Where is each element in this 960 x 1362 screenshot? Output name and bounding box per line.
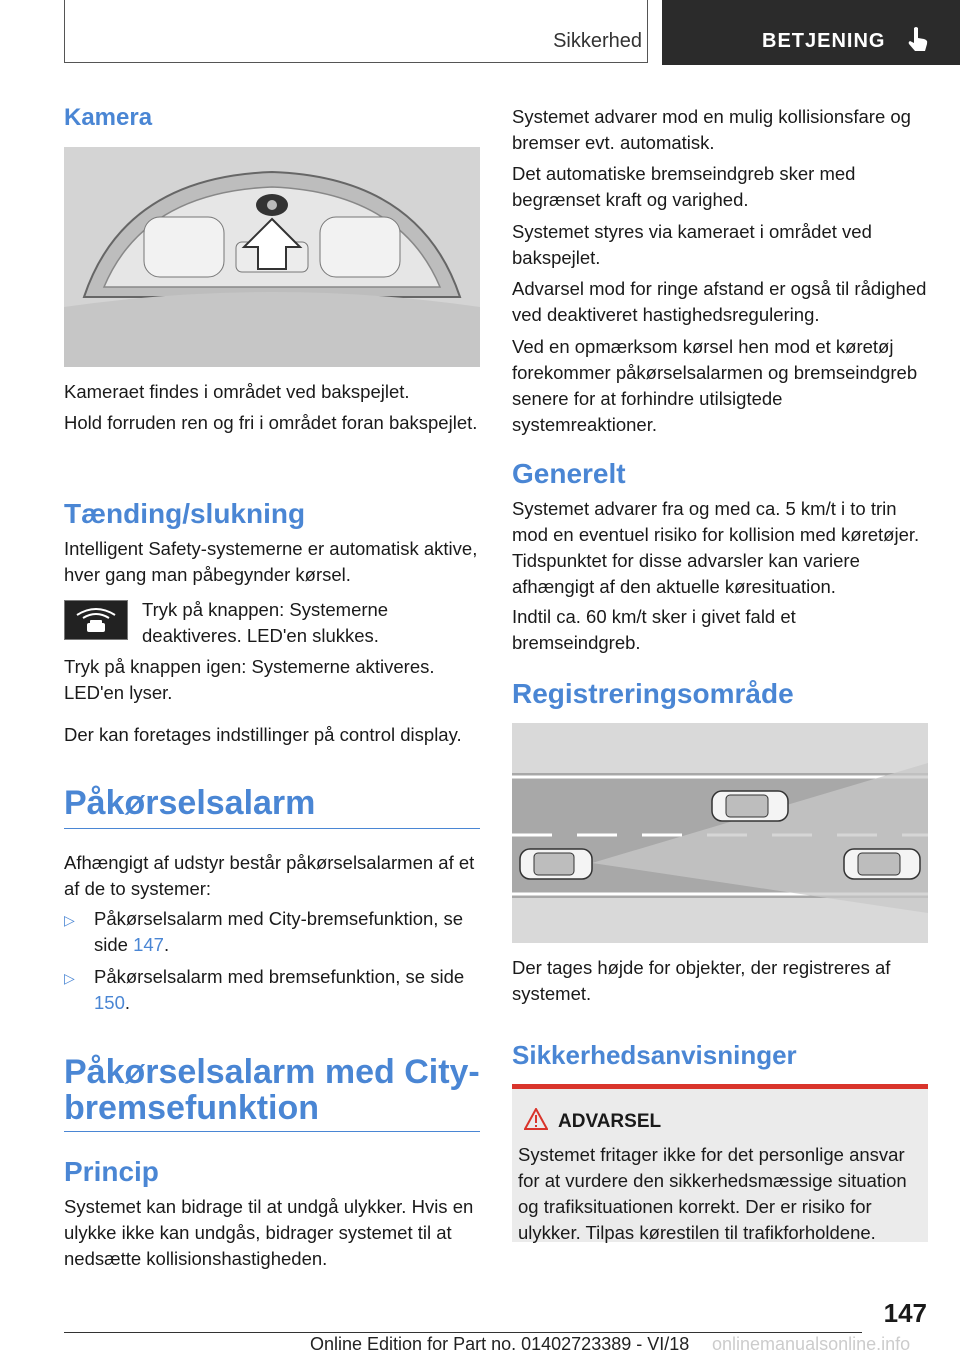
car-icon: [844, 849, 920, 879]
alarm-heading-rule: [64, 828, 480, 829]
bullet-triangle-icon: ▷: [64, 970, 75, 986]
on-off-paragraph-1: Intelligent Safety-systemerne er automatisk aktive, hver gang man påbegynder kørsel.: [64, 538, 478, 585]
pointing-hand-icon: [906, 26, 930, 54]
safety-heading: Sikkerhedsanvisninger: [512, 1040, 797, 1070]
warning-box: [512, 1084, 928, 1242]
bullet-triangle-icon: ▷: [64, 912, 75, 928]
page-link-147[interactable]: 147: [133, 934, 164, 955]
camera-location-figure: [64, 147, 480, 367]
on-off-paragraph-3: Der kan foretages indstillinger på control display.: [64, 724, 462, 745]
general-paragraph-2: Indtil ca. 60 km/t sker i givet fald et bremseindgreb.: [512, 606, 796, 653]
right-paragraph-5: Ved en opmærksom kørsel hen mod et køretøj forekommer påkørselsalarmen og bremseindgreb senere for at forhindre utilsigtede systemreaktioner.: [512, 336, 918, 435]
footer-watermark: onlinemanualsonline.info: [712, 1334, 911, 1354]
list-item: ▷ Påkørselsalarm med City-bremsefunktion, se side 147.: [64, 908, 464, 955]
right-paragraph-1: Systemet advarer mod en mulig kollisionsfare og bremser evt. automatisk.: [512, 106, 911, 153]
principle-heading: Princip: [64, 1156, 159, 1187]
city-brake-heading-line-2: bremsefunktion: [64, 1089, 320, 1127]
warning-text: Systemet fritager ikke for det personlige ansvar for at vurdere den sikkerhedsmæssige situation og trafiksituationen korrekt. Der er risiko for ulykker. Tilpas kørestilen til trafikforholdene.: [518, 1144, 907, 1243]
range-caption: Der tages højde for objekter, der registreres af systemet.: [512, 957, 891, 1004]
intelligent-safety-button-icon: [64, 600, 128, 640]
alarm-paragraph-1: Afhængigt af udstyr består påkørselsalarmen af et af de to systemer:: [64, 852, 475, 899]
header-section-title: Sikkerhed: [553, 30, 642, 52]
on-off-paragraph-2: Tryk på knappen igen: Systemerne aktiveres. LED'en lyser.: [64, 656, 435, 703]
footer-edition-text: Online Edition for Part no. 01402723389 - VI/18: [310, 1334, 690, 1354]
on-off-button-text: Tryk på knappen: Systemerne deaktiveres. LED'en slukkes.: [142, 599, 389, 646]
page-number: 147: [883, 1298, 927, 1328]
warning-triangle-icon: [524, 1108, 548, 1130]
warning-title: ADVARSEL: [558, 1111, 662, 1132]
page-link-150[interactable]: 150: [94, 992, 125, 1013]
city-brake-heading-line-1: Påkørselsalarm med City-: [64, 1053, 480, 1091]
camera-paragraph-2: Hold forruden ren og fri i området foran bakspejlet.: [64, 412, 478, 433]
rear-window-illustration: [64, 147, 480, 367]
right-paragraph-4: Advarsel mod for ringe afstand er også til rådighed ved deaktiveret hastighedsregulering.: [512, 278, 927, 325]
car-warning-icon: [65, 601, 127, 639]
header-chapter-tab: [662, 0, 960, 65]
general-heading: Generelt: [512, 458, 626, 489]
camera-paragraph-1: Kameraet findes i området ved bakspejlet.: [64, 381, 410, 402]
car-icon: [520, 849, 592, 879]
list-item: ▷ Påkørselsalarm med bremsefunktion, se side 150.: [64, 966, 465, 1013]
bullet-2-text: Påkørselsalarm med bremsefunktion, se side: [94, 966, 465, 987]
header-chapter-title: BETJENING: [762, 30, 886, 52]
footer-rule: [64, 1332, 862, 1333]
general-paragraph-1: Systemet advarer fra og med ca. 5 km/t i to trin mod en eventuel risiko for kollision med køretøjer. Tidspunktet for disse advarsler kan variere afhængigt af den aktuelle køresituation.: [512, 498, 920, 597]
detection-range-figure: [512, 723, 928, 943]
on-off-heading: Tænding/slukning: [64, 498, 306, 529]
car-icon: [712, 791, 788, 821]
bullet-1-text: Påkørselsalarm med City-bremsefunktion, se side: [94, 908, 464, 955]
principle-paragraph: Systemet kan bidrage til at undgå ulykker. Hvis en ulykke ikke kan undgås, bidrager systemet til at nedsætte kollisionshastigheden.: [64, 1196, 474, 1269]
city-brake-heading-rule: [64, 1131, 480, 1132]
right-paragraph-3: Systemet styres via kameraet i området ved bakspejlet.: [512, 221, 872, 268]
range-heading: Registreringsområde: [512, 678, 794, 709]
alarm-heading: Påkørselsalarm: [64, 784, 316, 822]
warning-rule: [512, 1084, 928, 1089]
right-paragraph-2: Det automatiske bremseindgreb sker med begrænset kraft og varighed.: [512, 163, 856, 210]
road-detection-illustration: [512, 723, 928, 943]
camera-heading: Kamera: [64, 104, 153, 131]
